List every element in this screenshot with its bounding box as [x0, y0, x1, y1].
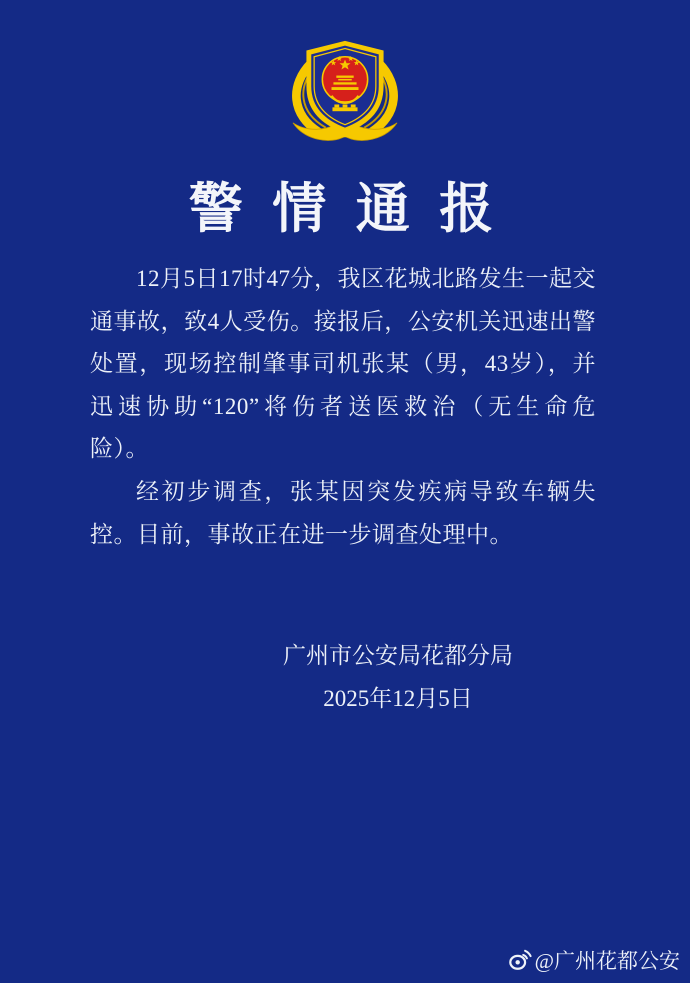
weibo-watermark	[508, 945, 680, 975]
notice-title: 警 情 通 报	[188, 179, 502, 239]
police-badge-icon	[280, 36, 410, 144]
body-line: 12月5日17时47分，我区花城北路发生一起交	[136, 266, 596, 291]
body-line: 控。目前，事故正在进一步调查处理中。	[90, 521, 513, 547]
notice-body	[90, 258, 596, 556]
body-line: 险）。	[90, 436, 149, 462]
body-line: 通事故，致4人受伤。接报后，公安机关迅速出警	[90, 308, 596, 334]
signature-block	[277, 634, 519, 720]
body-line: 迅速协助“120”将伤者送医救治（无生命危	[90, 393, 596, 419]
signature-date: 2025年12月5日	[323, 686, 473, 711]
weibo-handle: @广州花都公安	[534, 949, 680, 973]
body-line: 经初步调查，张某因突发疾病导致车辆失	[136, 478, 596, 504]
police-badge-emblem	[280, 36, 410, 144]
signature-agency: 广州市公安局花都分局	[283, 643, 513, 668]
weibo-icon	[508, 948, 532, 972]
body-line: 处置，现场控制肇事司机张某（男，43岁），并	[90, 351, 596, 377]
